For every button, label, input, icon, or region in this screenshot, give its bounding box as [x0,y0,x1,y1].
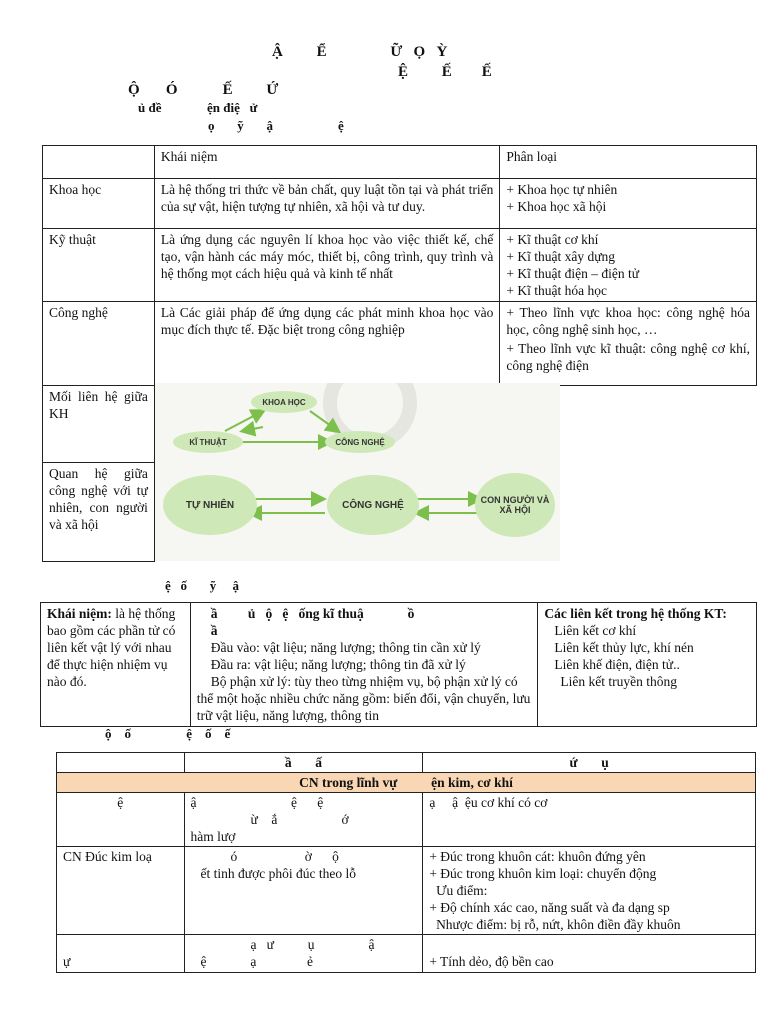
fields-header-app: ứ ụ [423,753,756,773]
row3-desc: ạ ư ụ ậ ệ ạ ẻ [184,935,423,973]
concept-table-corner [43,146,155,179]
tech-system-table [40,602,757,727]
link-hydraulic: Liên kết thủy lực, khí nén [554,640,694,655]
science-definition: Là hệ thống tri thức về bản chất, quy luật tồn tại và phát triển của sự vật, hiện tượng tự nhiên, xã hội và tư duy. [154,179,499,229]
doc-title-line3: Ộ Ó Ế Ứ [128,82,279,98]
system-concept-text: là hệ thống bao gồm các phần tử có liên kết vật lý với nhau để thực hiện nhiệm vụ nào đó. [47,606,176,689]
row3-name: ự [57,935,185,973]
row1-desc: ậ ệ ệ ừ ắ ớ hàm lượ [184,793,423,847]
row3-app: + Tính dẻo, độ bền cao [423,935,756,973]
doc-subtitle-topic: ủ đề ện điệ ử [138,100,258,115]
science-types: + Khoa học tự nhiên + Khoa học xã hội [500,179,757,229]
node-technology: CÔNG NGHỆ [325,431,395,453]
tech-fields-table [56,752,756,973]
type-table-header: Phân loại [500,146,757,179]
concept-table-header: Khái niệm [154,146,499,179]
component-input: Đầu vào: vật liệu; năng lượng; thông tin cần xử lý [210,640,481,655]
node-technique: KĨ THUẬT [173,431,243,453]
row1-app: ạ ậ ệu cơ khí có cơ [423,793,756,847]
node-nature: TỰ NHIÊN [163,475,257,535]
doc-title-line2: Ệ Ế Ế [398,64,492,80]
row2-desc: ó ờ ộ ết tinh được phôi đúc theo lỗ [184,847,423,935]
component-processor: Bộ phận xử lý: tùy theo từng nhiệm vụ, bộ phận xử lý có thể một hoặc nhiều chức năng gồm: biến đổi, vận chuyển, lưu trữ vật liệu, năng lượng, thông tin [196,674,531,723]
row-label-science: Khoa học [43,179,155,229]
doc-title-line1: Ậ Ể Ữ Ọ Ỳ [272,44,448,60]
fields-header-corner [57,753,185,773]
fields-header-desc: ầ ấ [184,753,423,773]
link-communication: Liên kết truyền thông [560,674,678,689]
technique-definition: Là ứng dụng các nguyên lí khoa học vào việc thiết kế, chế tạo, vận hành các máy móc, thiết bị, công trình, quy trình và hệ thống mọt cách hiệu quả và kinh tế nhất [154,229,499,302]
system-concept-cell [41,603,191,727]
node-society: CON NGƯỜI VÀ XÃ HỘI [475,473,555,537]
technique-types: + Kĩ thuật cơ khí + Kĩ thuật xây dựng + Kĩ thuật điện – điện tử + Kĩ thuật hóa học [500,229,757,302]
component-output: Đầu ra: vật liệu; năng lượng; thông tin đã xử lý [210,657,466,672]
section3-title: ộ ố ệ ố ế [105,726,231,741]
system-concept-label: Khái niệm: [47,606,112,621]
components-heading: ầ ủ ộ ệ ống kĩ thuậ ồ [210,606,415,621]
doc-subtitle-section: ọ ỹ ậ ệ [208,118,344,133]
row-label-technique: Kỹ thuật [43,229,155,302]
row1-name: ệ [57,793,185,847]
system-links-cell [538,603,757,727]
row-label-relation: Mối liên hệ giữa KH [43,386,155,463]
link-mechanical: Liên kết cơ khí [554,623,637,638]
row2-app: + Đúc trong khuôn cát: khuôn đứng yên + Đúc trong khuôn kim loại: chuyển động Ưu điểm: + Độ chính xác cao, năng suất và đa dạng sp Nhược điểm: bị rỗ, nứt, khôn điền đầy khuôn [423,847,756,935]
node-technology-center: CÔNG NGHỆ [327,475,419,535]
tech-society-diagram [155,461,560,561]
technology-definition: Là Các giải pháp để ứng dụng các phát minh khoa học vào mục đích thực tế. Đặc biệt trong công nghiệp [154,302,499,386]
technology-types: + Theo lĩnh vực khoa học: công nghệ hóa học, công nghệ sinh học, … + Theo lĩnh vực kĩ thuật: công nghệ cơ khí, công nghệ điện [500,302,757,386]
metallurgy-band: CN trong lĩnh vự ện kim, cơ khí [57,773,756,793]
node-science: KHOA HỌC [251,391,317,413]
section2-title: ệ ố ỹ ậ [165,578,240,593]
relation-diagram [155,383,560,461]
system-components-cell [190,603,538,727]
row-label-tech-society: Quan hệ giữa công nghệ với tự nhiên, con người và xã hội [43,463,155,562]
row2-name: CN Đúc kim loạ [57,847,185,935]
row-label-technology: Công nghệ [43,302,155,386]
links-heading: Các liên kết trong hệ thống KT: [544,606,727,621]
link-electric: Liên khế điện, điện tử.. [554,657,680,672]
components-heading-2: ầ [210,623,218,638]
arrow-science-technique [243,427,263,431]
